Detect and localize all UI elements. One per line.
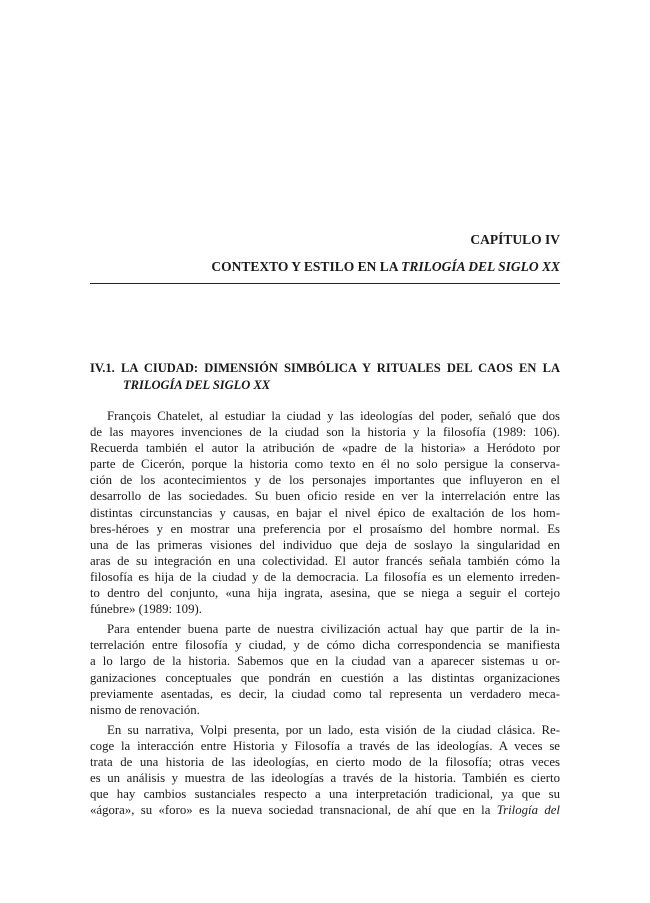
text-line: a lo largo de la historia. Sabemos que en la ciudad van a aparecer sistemas u or- xyxy=(90,654,560,669)
text-line: coge la interacción entre Historia y Filosofía a través de las ideologías. A veces se xyxy=(90,738,560,753)
text-line: desarrollo de las sociedades. Su buen oficio reside en ver la interrelación entre las xyxy=(90,489,560,504)
body-text xyxy=(90,408,560,822)
text-line: ganizaciones conceptuales que pondrán en cuestión a las distintas organizaciones xyxy=(90,670,560,685)
text-line: es un análisis y muestra de las ideologías a través de la historia. También es cierto xyxy=(90,771,560,786)
paragraph xyxy=(90,621,560,718)
chapter-title xyxy=(211,259,560,275)
text-line: fúnebre» (1989: 109). xyxy=(90,602,202,617)
text-line xyxy=(90,802,560,818)
text-line-prefix: «ágora», su «foro» es la nueva sociedad transnacional, de ahí que en la xyxy=(90,803,497,818)
text-line: bres-héroes y en mostrar una preferencia por el prosaísmo del hombre normal. Es xyxy=(90,521,560,536)
text-line: una de las primeras visiones del individuo que deja de soslayo la singularidad en xyxy=(90,537,560,552)
chapter-number: CAPÍTULO IV xyxy=(470,232,560,247)
text-line: François Chatelet, al estudiar la ciudad y las ideologías del poder, señaló que dos xyxy=(107,409,560,423)
chapter-divider xyxy=(90,283,560,284)
paragraph xyxy=(90,722,560,819)
section-heading-line2 xyxy=(90,378,560,395)
text-line: to dentro del conjunto, «una hija ingrata, asesina, que se niega a seguir el cortejo xyxy=(90,586,560,601)
text-line: ción de los acontecimientos y de los personajes importantes que influyeron en el xyxy=(90,473,560,488)
text-line: aras de su integración en una colectividad. El autor francés señala también cómo la xyxy=(90,553,560,568)
text-line-italic: Trilogía del xyxy=(496,803,560,818)
section-heading xyxy=(90,361,560,395)
text-line: trata de una historia de las ideologías, en cierto modo de la filosofía; otras veces xyxy=(90,754,560,769)
text-line: que hay cambios sustanciales respecto a una interpretación tradicional, ya que su xyxy=(90,787,560,802)
text-line: filosofía es hija de la ciudad y de la democracia. La filosofía es un elemento irreden- xyxy=(90,569,560,584)
chapter-title-prefix: CONTEXTO Y ESTILO EN LA xyxy=(211,259,402,274)
text-line: terrelación entre filosofía y ciudad, y de cómo dicha correspondencia se manifiesta xyxy=(90,638,560,653)
text-line: previamente asentadas, es decir, la ciudad como tal representa un verdadero meca- xyxy=(90,686,560,701)
text-line: En su narrativa, Volpi presenta, por un lado, esta visión de la ciudad clásica. Re- xyxy=(107,722,560,737)
text-line: de las mayores invenciones de la ciudad son la historia y la filosofía (1989: 106). xyxy=(90,425,560,440)
text-line: Para entender buena parte de nuestra civilización actual hay que partir de la in- xyxy=(107,622,560,637)
section-heading-line1: IV.1. LA CIUDAD: DIMENSIÓN SIMBÓLICA Y RITUALES DEL CAOS EN LA xyxy=(90,361,560,375)
text-line: distintas circunstancias y causas, en bajar el nivel épico de exaltación de los hom- xyxy=(90,505,560,520)
text-line: Recuerda también el autor la atribución de «padre de la historia» a Heródoto por xyxy=(90,441,560,456)
text-line: parte de Cicerón, porque la historia como texto en él no solo persigue la conserva- xyxy=(90,457,560,472)
paragraph xyxy=(90,408,560,617)
text-line: nismo de renovación. xyxy=(90,702,200,717)
section-heading-italic: TRILOGÍA DEL SIGLO XX xyxy=(123,378,271,392)
chapter-title-italic: TRILOGÍA DEL SIGLO XX xyxy=(401,259,560,274)
